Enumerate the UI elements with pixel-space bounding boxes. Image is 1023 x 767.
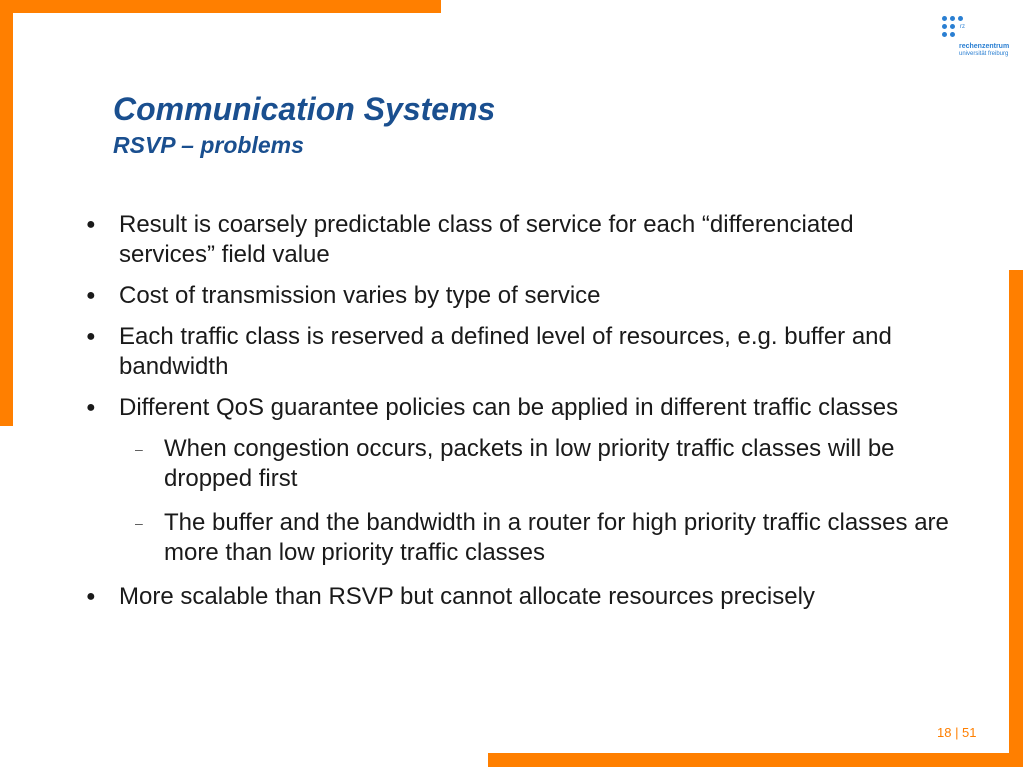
sub-bullet-marker: –	[135, 441, 143, 457]
slide-title: Communication Systems	[113, 91, 496, 127]
university-logo	[940, 14, 1020, 64]
bullet-marker: ●	[86, 399, 96, 416]
page-number: 18 | 51	[937, 725, 977, 740]
slide-subtitle: RSVP – problems	[113, 132, 304, 158]
bullet-item	[0, 582, 949, 612]
logo-rz: rz	[960, 24, 965, 30]
bullet-marker: ●	[86, 287, 96, 304]
top-accent-bar	[0, 0, 441, 13]
bullet-item	[0, 393, 949, 423]
bullet-list	[0, 210, 1000, 623]
bullet-marker: ●	[86, 588, 96, 605]
logo-subtitle: universität freiburg	[959, 51, 1009, 57]
sub-bullet-text: The buffer and the bandwidth in a router for high priority traffic classes are more than low priority traffic classes	[164, 509, 949, 566]
logo-name: rechenzentrum	[959, 43, 1010, 50]
bullet-item	[0, 322, 949, 382]
bottom-accent-bar	[488, 753, 1023, 767]
bullet-item	[0, 210, 949, 270]
bullet-text: More scalable than RSVP but cannot allocate resources precisely	[119, 583, 815, 610]
bullet-text: Cost of transmission varies by type of service	[119, 282, 601, 309]
bullet-text: Each traffic class is reserved a defined level of resources, e.g. buffer and bandwidth	[119, 323, 892, 380]
bullet-text: Result is coarsely predictable class of service for each “differenciated services” field value	[119, 211, 854, 268]
bullet-marker: ●	[86, 216, 96, 233]
right-accent-bar	[1009, 270, 1023, 767]
sub-bullet-item	[0, 434, 954, 494]
sub-bullet-marker: –	[135, 515, 143, 531]
logo-dots-icon	[940, 14, 970, 44]
bullet-text: Different QoS guarantee policies can be applied in different traffic classes	[119, 394, 899, 421]
bullet-marker: ●	[86, 328, 96, 345]
sub-bullet-item	[0, 508, 954, 568]
sub-bullet-text: When congestion occurs, packets in low priority traffic classes will be dropped first	[164, 435, 895, 492]
bullet-item	[0, 281, 949, 311]
